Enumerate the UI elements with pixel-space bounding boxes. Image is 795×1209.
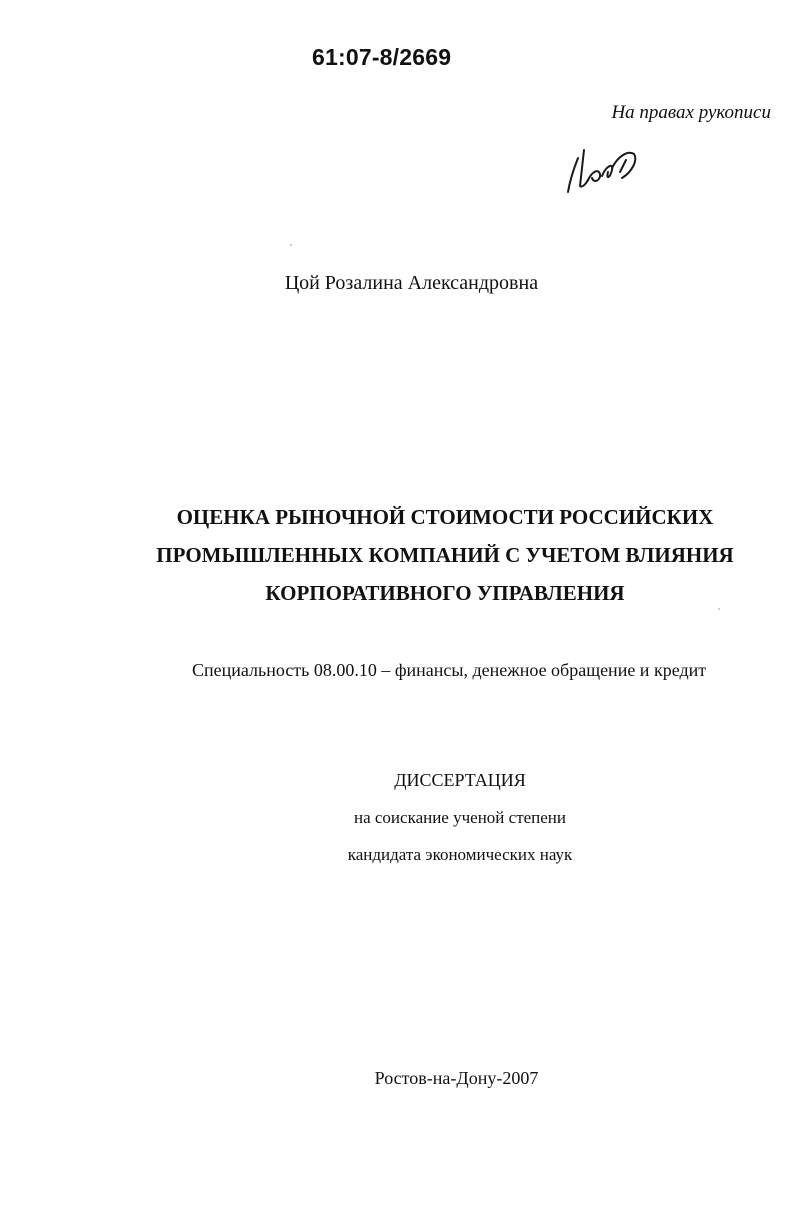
dissertation-info (260, 762, 660, 873)
degree-line-1: на соискание ученой степени (353, 808, 567, 827)
title-line-1: ОЦЕНКА РЫНОЧНОЙ СТОИМОСТИ РОССИЙСКИХ (176, 505, 714, 529)
city-year: Ростов-на-Дону-2007 (374, 1068, 539, 1088)
archive-number: 61:07-8/2669 (312, 44, 452, 70)
title-line-2: ПРОМЫШЛЕННЫХ КОМПАНИЙ С УЧЕТОМ ВЛИЯНИЯ (156, 543, 734, 567)
dissertation-title (120, 498, 770, 612)
scan-speck (290, 244, 292, 246)
title-line-3: КОРПОРАТИВНОГО УПРАВЛЕНИЯ (265, 581, 625, 605)
specialty: Специальность 08.00.10 – финансы, денежное обращение и кредит (192, 660, 707, 680)
scan-speck (718, 608, 720, 610)
degree-line-2: кандидата экономических наук (347, 845, 573, 864)
manuscript-note: На правах рукописи (611, 102, 771, 123)
author-name: Цой Розалина Александровна (284, 272, 539, 294)
dissertation-type: ДИССЕРТАЦИЯ (394, 770, 526, 790)
signature-image (562, 138, 642, 200)
